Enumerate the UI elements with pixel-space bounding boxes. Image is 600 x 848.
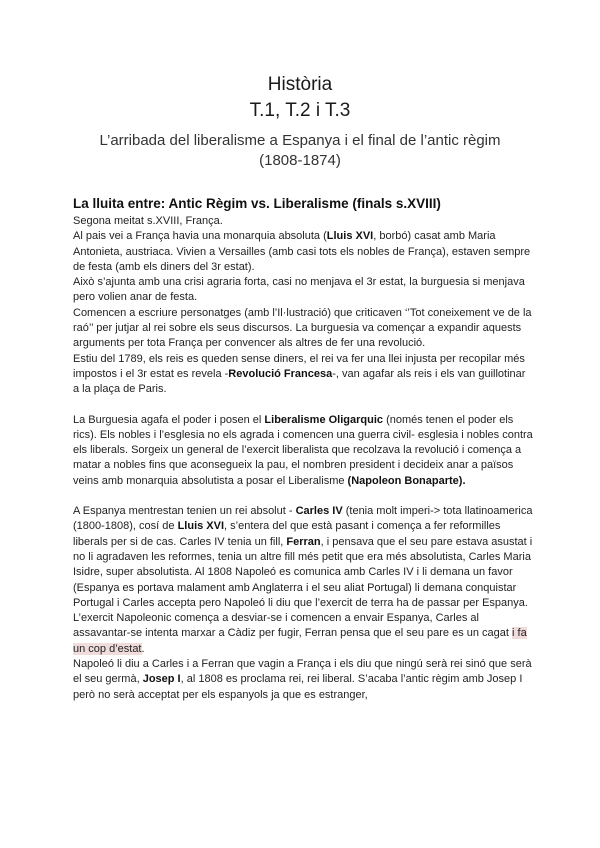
paragraph: [73, 611, 533, 657]
text-run: , al 1808 es proclama rei, rei liberal. S’acaba l’antic règim amb Josep I però no serà acceptat per els espanyols ja que es estranger,: [73, 673, 523, 701]
text-run: (tenia molt imperi-> tota llatinoamerica (1800-1808), cosí de: [73, 505, 533, 533]
paragraph: [73, 352, 533, 398]
paragraph: Comencen a escriure personatges (amb l’Il·lustració) que criticaven ‘’Tot coneixement ve de la raó’’ per jutjar al rei sobre els seus discursos. La burguesia va començar a expandir aquests arguments per tota França per convencer als altres de fer una revolució.: [73, 306, 532, 350]
text-run: La Burguesia agafa el poder i posen el: [73, 413, 265, 426]
bold-name: Ferran: [286, 535, 321, 548]
paragraph-line: Segona meitat s.XVIII, França.: [73, 215, 223, 227]
document-title: Història: [267, 74, 333, 95]
text-run: (només tenen el poder els rics). Els nobles i l’esglesia no els agrada i comencen una guerra civil- esglesia i nobles contra els liberals. Sorgeix un general de l’exercit liberalista que recolzava la revolució i comença a matar a nobles fins que aconsegueix la pau, el nombren president i decideix anar a països veins amb monarquia absolutista a posar el Liberalisme: [73, 413, 533, 487]
text-run: Napoleó li diu a Carles i a Ferran que vagin a França i els diu que ningú serà rei sinó que serà el seu germà,: [73, 658, 532, 686]
bold-name: Lluis XVI: [177, 520, 225, 533]
paragraph: Això s’ajunta amb una crisi agraria forta, casi no menjava el 3r estat, la burguesia si menjava pero volien anar de festa.: [73, 276, 525, 304]
text-run: Estiu del 1789, els reis es queden sense diners, el rei va fer una llei injusta per recopilar més impostos i el 3r estat es revela -: [73, 352, 525, 380]
text-run: , i pensava que el seu pare estava asustat i no li agradaven les reformes, tenia un altre fill més petit que era més absolutista, Carles Maria Isidre, super absolutista. Al 1808 Napoleó es comunica amb Carles IV i li demana un favor (Espanya es portava malament amb Anglaterra i el seu aliat Portugal) li demana conquistar Portugal i Carles accepta pero Napoleó li diu que l’exercit de terra ha de passar per Espanya.: [73, 535, 533, 609]
text-run: L’exercit Napoleonic comença a desviar-se i comencen a envair Espanya, Carles al assavantar-se intenta marxar a Càdiz per fugir, Ferran pensa que el seu pare es un cagat: [73, 612, 513, 640]
body-text: [73, 214, 533, 703]
text-run: -, van agafar als reis i els van guillotinar a la plaça de Paris.: [73, 367, 526, 396]
text-run: .: [141, 642, 145, 655]
bold-term: Revolució Francesa: [228, 367, 333, 380]
paragraph: [73, 229, 533, 275]
document-dates: (1808-1874): [259, 152, 341, 169]
paragraph-gap: [73, 489, 533, 504]
bold-name: Lluis XVI: [326, 230, 374, 243]
text-run: Al pais vei a França havia una monarquia absoluta (: [73, 230, 327, 243]
text-run: , borbó) casat amb Maria Antonieta, austriaca. Vivien a Versailles (amb casi tots els nobles de França), estaven sempre de festa (amb els diners del 3r estat).: [73, 230, 531, 273]
paragraph: [73, 504, 533, 611]
text-run: , s’entera del que està pasant i comença a fer reformilles liberals per si de cas. Carles IV tenia un fill,: [73, 520, 501, 548]
paragraph-gap: [73, 398, 533, 413]
highlighted-text: i fa un cop d’estat: [73, 627, 527, 655]
section-heading: La lluita entre: Antic Règim vs. Liberalisme (finals s.XVIII): [73, 196, 441, 211]
bold-name: (Napoleon Bonaparte).: [347, 474, 466, 487]
bold-term: Liberalisme Oligarquic: [264, 413, 384, 426]
bold-name: Josep I: [142, 673, 181, 686]
paragraph: [73, 657, 533, 703]
paragraph: [73, 413, 533, 489]
bold-name: Carles IV: [295, 505, 343, 518]
document-topics: T.1, T.2 i T.3: [249, 100, 351, 121]
text-run: A Espanya mentrestan tenien un rei absolut -: [73, 505, 296, 518]
document-subtitle: L’arribada del liberalisme a Espanya i el final de l’antic règim: [99, 132, 501, 149]
